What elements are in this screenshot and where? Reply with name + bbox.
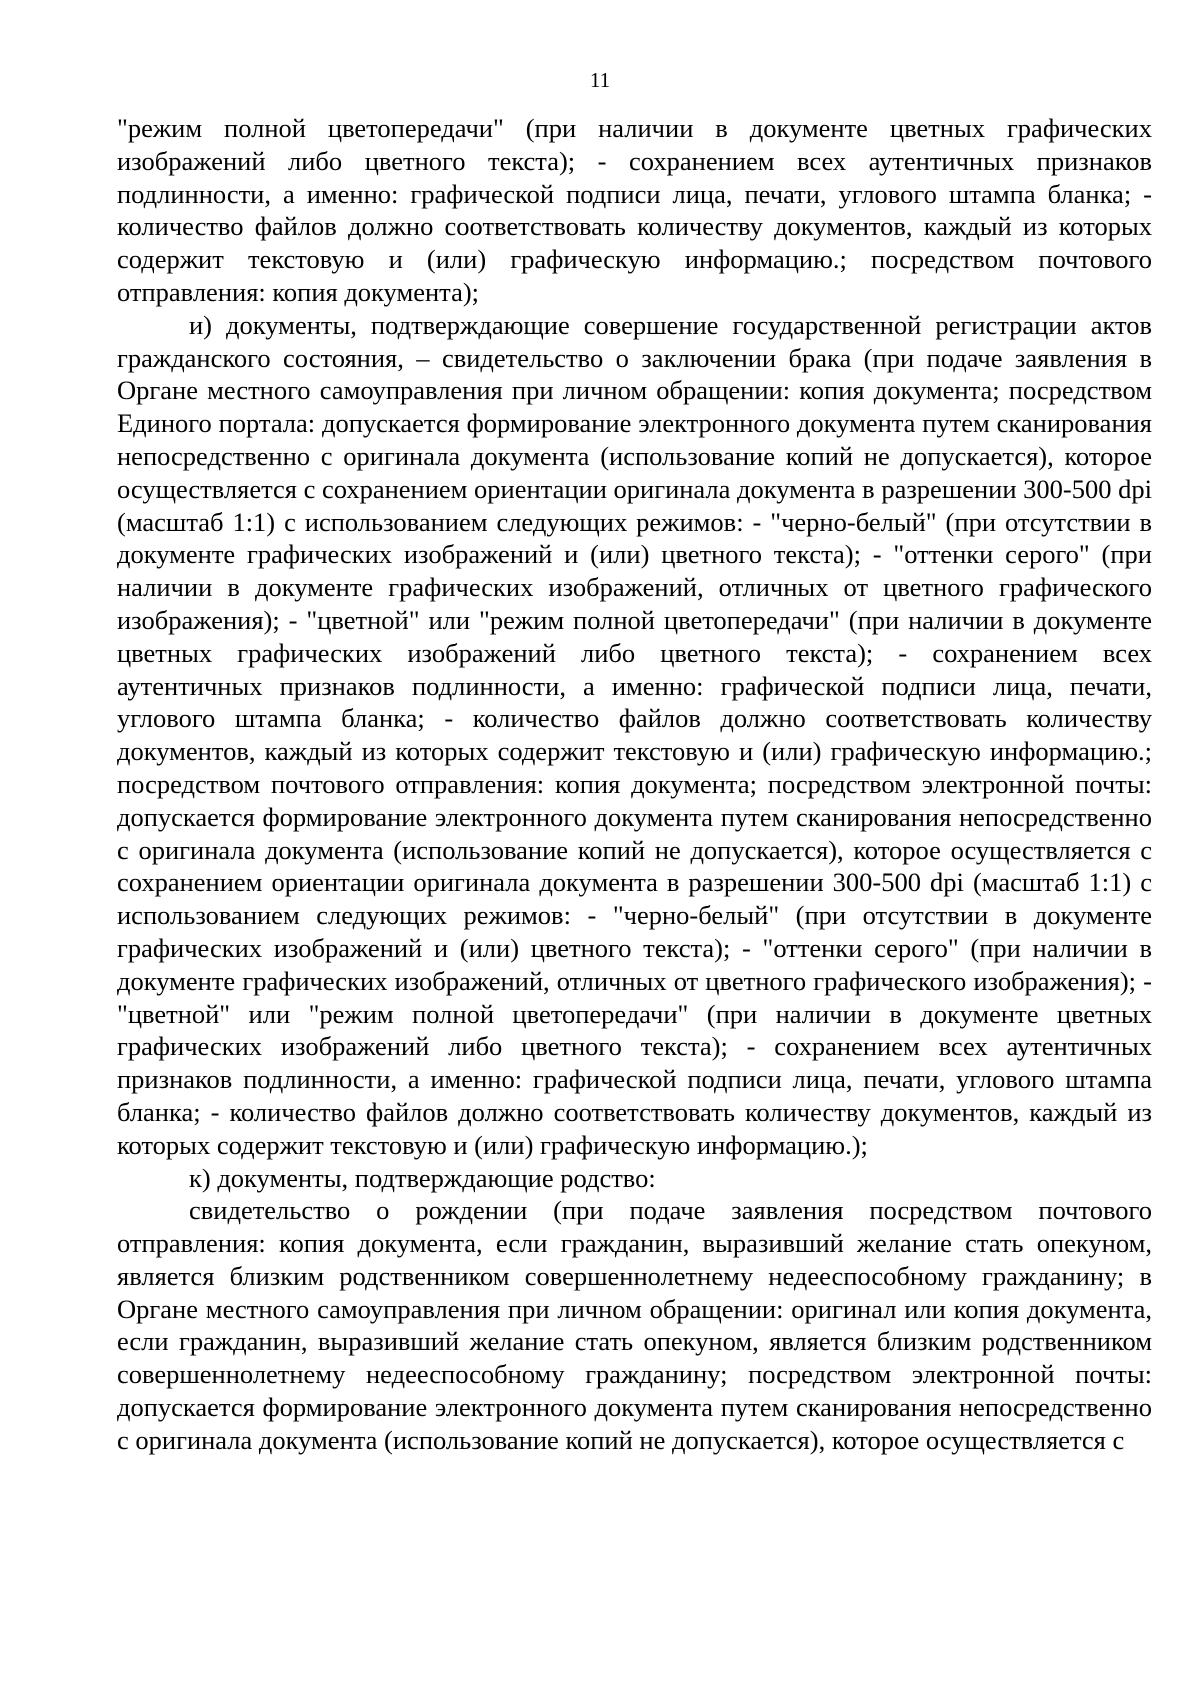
document-body: [117, 112, 1152, 1457]
paragraph-item-i: и) документы, подтверждающие совершение государственной регистрации актов гражданского состояния, – свидетельство о заключении брака (при подаче заявления в Органе местного самоуправления при личном обращении: копия документа; посредством Единого портала: допускается формирование электронного документа путем сканирования непосредственно с оригинала документа (использование копий не допускается), которое осуществляется с сохранением ориентации оригинала документа в разрешении 300-500 dpi (масштаб 1:1) с использованием следующих режимов: - "черно-белый" (при отсутствии в документе графических изображений и (или) цветного текста); - "оттенки серого" (при наличии в документе графических изображений, отличных от цветного графического изображения); - "цветной" или "режим полной цветопередачи" (при наличии в документе цветных графических изображений либо цветного текста); - сохранением всех аутентичных признаков подлинности, а именно: графической подписи лица, печати, углового штампа бланка; - количество файлов должно соответствовать количеству документов, каждый из которых содержит текстовую и (или) графическую информацию.; посредством почтового отправления: копия документа; посредством электронной почты: допускается формирование электронного документа путем сканирования непосредственно с оригинала документа (использование копий не допускается), которое осуществляется с сохранением ориентации оригинала документа в разрешении 300-500 dpi (масштаб 1:1) с использованием следующих режимов: - "черно-белый" (при отсутствии в документе графических изображений и (или) цветного текста); - "оттенки серого" (при наличии в документе графических изображений, отличных от цветного графического изображения); - "цветной" или "режим полной цветопередачи" (при наличии в документе цветных графических изображений либо цветного текста); - сохранением всех аутентичных признаков подлинности, а именно: графической подписи лица, печати, углового штампа бланка; - количество файлов должно соответствовать количеству документов, каждый из которых содержит текстовую и (или) графическую информацию.);: [117, 309, 1152, 1160]
paragraph-continuation: "режим полной цветопередачи" (при наличии в документе цветных графических изображений либо цветного текста); - сохранением всех аутентичных признаков подлинности, а именно: графической подписи лица, печати, углового штампа бланка; - количество файлов должно соответствовать количеству документов, каждый из которых содержит текстовую и (или) графическую информацию.; посредством почтового отправления: копия документа);: [117, 113, 1152, 307]
paragraph-item-k: к) документы, подтверждающие родство:: [189, 1162, 656, 1193]
paragraph-birth-certificate: свидетельство о рождении (при подаче заявления посредством почтового отправления: копия документа, если гражданин, выразивший желание стать опекуном, является близким родственником совершеннолетнему недееспособному гражданину; в Органе местного самоуправления при личном обращении: оригинал или копия документа, если гражданин, выразивший желание стать опекуном, является близким родственником совершеннолетнему недееспособному гражданину; посредством электронной почты: допускается формирование электронного документа путем сканирования непосредственно с оригинала документа (использование копий не допускается), которое осуществляется с: [117, 1195, 1152, 1455]
page-number: 11: [589, 68, 611, 92]
